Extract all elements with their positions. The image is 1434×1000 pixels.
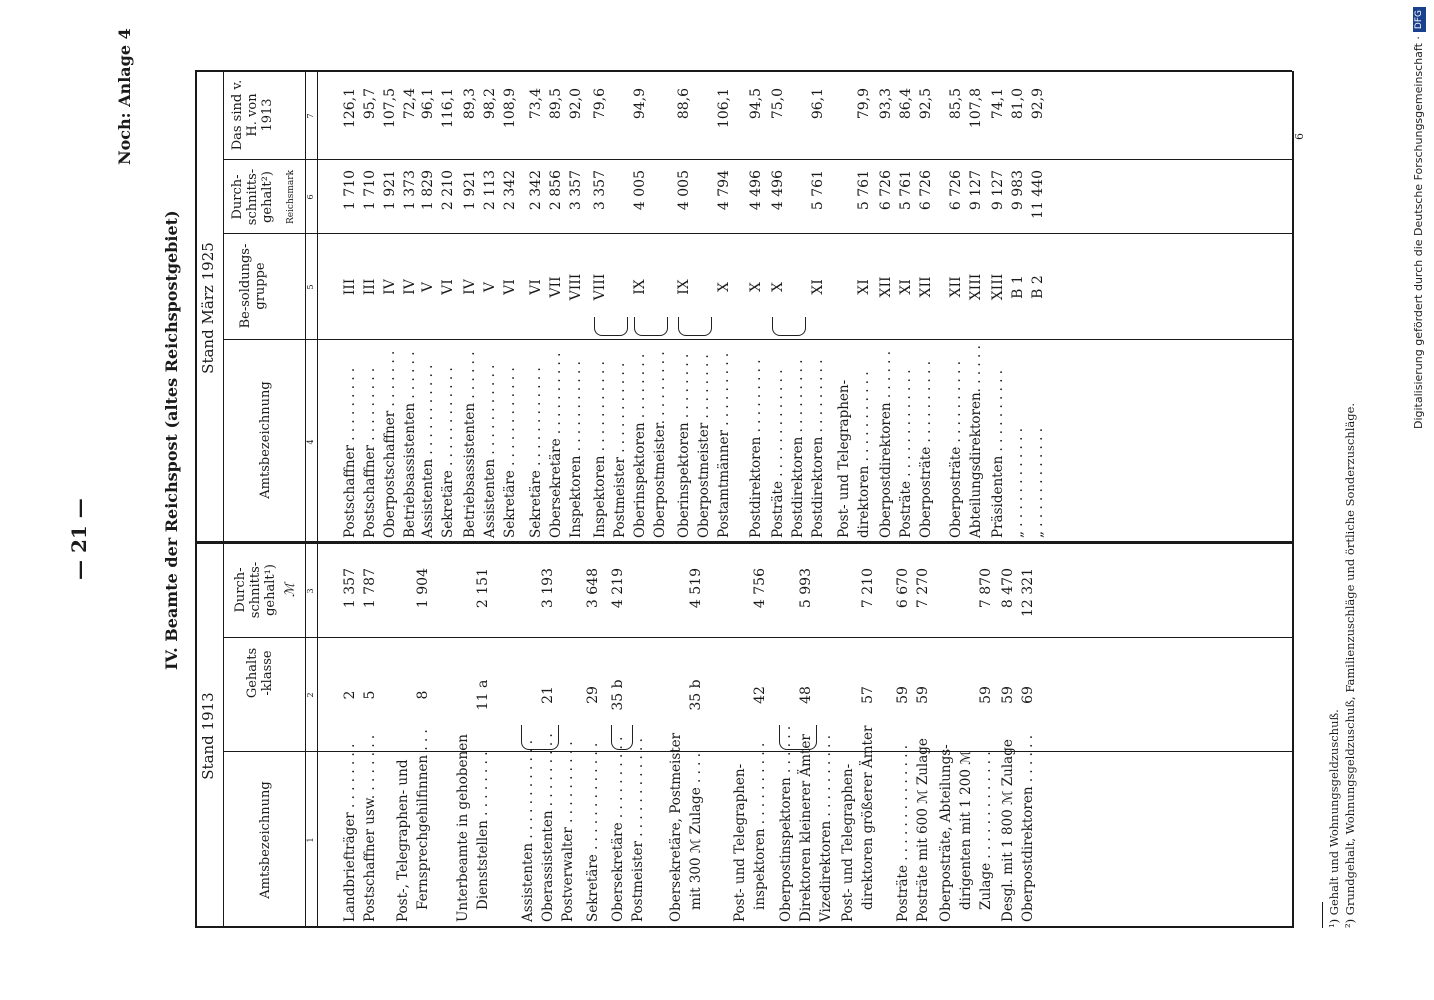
table-cell-gruppe: IX bbox=[676, 279, 692, 295]
table-row: Post- und Telegraphen- bbox=[840, 763, 856, 922]
table-cell-gruppe: IV bbox=[402, 279, 418, 295]
table-row: Direktoren kleinerer Ämter bbox=[798, 734, 814, 922]
table-row: Oberpostmeister. . . . . . . . . bbox=[652, 351, 668, 538]
table-cell-vh: 72,4 bbox=[402, 88, 418, 120]
table-cell-gehalt: 5 761 bbox=[856, 170, 872, 211]
table-row-cont: Zulage . . . . . . . . . . . . . bbox=[978, 751, 994, 910]
footnote-1: ¹) Gehalt und Wohnungsgeldzuschuß. bbox=[1327, 709, 1341, 928]
table-row: Oberposträte . . . . . . . . . . bbox=[948, 360, 964, 538]
annex-label: Noch: Anlage 4 bbox=[115, 28, 134, 165]
table-cell-gehalt: 2 113 bbox=[482, 170, 498, 211]
table-cell-gehalt: 1 904 bbox=[415, 568, 431, 609]
table-cell-vh: 93,3 bbox=[878, 88, 894, 120]
colnum-6: 6 bbox=[306, 194, 315, 200]
table-cell-vh: 92,5 bbox=[918, 88, 934, 120]
table-cell-klasse: 2 bbox=[342, 690, 358, 700]
table-cell-klasse: 59 bbox=[915, 686, 931, 704]
table-row: Postschaffner . . . . . . . . . bbox=[362, 367, 378, 538]
table-cell-gruppe: XIII bbox=[990, 273, 1006, 301]
table-top-rule bbox=[195, 71, 197, 928]
table-cell-gehalt: 7 270 bbox=[915, 568, 931, 609]
table-cell-gehalt: 5 761 bbox=[810, 170, 826, 211]
table-row: Präsidenten . . . . . . . . . . bbox=[990, 369, 1006, 538]
table-cell-vh: 92,9 bbox=[1030, 88, 1046, 120]
colnum-2: 2 bbox=[306, 692, 315, 698]
table-row: Betriebsassistenten . . . . . . bbox=[462, 351, 478, 538]
dfg-logo: DFG bbox=[1413, 7, 1426, 32]
section-title: IV. Beamte der Reichspost (altes Reichspostgebiet) bbox=[162, 210, 181, 670]
table-cell-vh: 94,5 bbox=[748, 88, 764, 120]
table-cell-vh: 107,5 bbox=[382, 88, 398, 129]
table-row: „ . . . . . . . . . . . . bbox=[1010, 428, 1026, 538]
brace bbox=[521, 725, 559, 750]
table-cell-gehalt: 1 357 bbox=[342, 568, 358, 609]
table-cell-gruppe: IV bbox=[462, 279, 478, 295]
table-row-cont: inspektoren . . . . . . . . . . bbox=[752, 742, 768, 910]
table-cell-klasse: 5 bbox=[362, 690, 378, 700]
table-cell-gruppe: XII bbox=[878, 276, 894, 298]
stand-divider bbox=[195, 541, 1292, 544]
header-c2: Gehalts-klasse bbox=[245, 647, 275, 699]
table-cell-gehalt: 4 519 bbox=[688, 568, 704, 609]
table-row: Landbriefträger . . . . . . . . bbox=[342, 743, 358, 922]
table-cell-gehalt: 1 710 bbox=[342, 170, 358, 211]
table-cell-gruppe: VII bbox=[548, 276, 564, 298]
table-cell-vh: 126,1 bbox=[342, 88, 358, 129]
table-cell-vh: 75,0 bbox=[770, 88, 786, 120]
table-cell-gehalt: 6 726 bbox=[948, 170, 964, 211]
table-cell-vh: 73,4 bbox=[528, 88, 544, 120]
table-cell-klasse: 69 bbox=[1020, 686, 1036, 704]
table-row: Sekretäre . . . . . . . . . . . . bbox=[440, 367, 456, 538]
table-row-cont: mit 300 ℳ Zulage . . . . bbox=[688, 752, 704, 910]
table-cell-klasse: 42 bbox=[752, 686, 768, 704]
table-cell-gruppe: X bbox=[748, 282, 764, 292]
table-cell-gruppe: X bbox=[716, 282, 732, 292]
table-cell-vh: 95,7 bbox=[362, 88, 378, 120]
table-row: Inspektoren . . . . . . . . . . . bbox=[592, 361, 608, 538]
table-cell-gehalt: 1 921 bbox=[382, 170, 398, 211]
table-cell-gehalt: 9 983 bbox=[1010, 170, 1026, 211]
table-cell-gruppe: VI bbox=[440, 279, 456, 295]
table-cell-gehalt: 4 219 bbox=[610, 568, 626, 609]
table-cell-gruppe: III bbox=[342, 278, 358, 296]
table-row: Postamtmänner . . . . . . . . . bbox=[716, 352, 732, 538]
table-cell-vh: 98,2 bbox=[482, 88, 498, 120]
table-cell-gehalt: 2 856 bbox=[548, 170, 564, 211]
table-cell-gruppe: V bbox=[482, 281, 498, 293]
table-row: Post- und Telegraphen- bbox=[732, 763, 748, 922]
table-cell-gehalt: 1 921 bbox=[462, 170, 478, 211]
table-cell-gruppe: XII bbox=[918, 276, 934, 298]
header-c4: Amtsbezeichnung bbox=[258, 381, 273, 499]
table-row: Oberpostmeister . . . . . . . . bbox=[696, 354, 712, 538]
table-cell-vh: 96,1 bbox=[420, 88, 436, 120]
table-cell-vh: 92,0 bbox=[568, 88, 584, 120]
table-cell-gruppe: XII bbox=[948, 276, 964, 298]
table-cell-gruppe: V bbox=[420, 281, 436, 293]
table-bottom-rule bbox=[1292, 71, 1294, 928]
table-cell-vh: 116,1 bbox=[440, 88, 456, 129]
header-c3-unit: ℳ bbox=[283, 583, 298, 597]
table-row: Assistenten . . . . . . . . . . . bbox=[420, 364, 436, 538]
table-row: Posträte . . . . . . . . . . . . . . bbox=[895, 744, 911, 922]
table-row: Assistenten . . . . . . . . . . . bbox=[482, 364, 498, 538]
table-cell-klasse: 59 bbox=[1000, 686, 1016, 704]
table-cell-vh: 106,1 bbox=[716, 88, 732, 129]
table-row: Postdirektoren . . . . . . . . . bbox=[748, 359, 764, 538]
table-cell-gruppe: VI bbox=[502, 279, 518, 295]
table-cell-gehalt: 6 726 bbox=[878, 170, 894, 211]
table-row: Postmeister . . . . . . . . . . . . bbox=[630, 738, 646, 922]
table-cell-gehalt: 2 342 bbox=[502, 170, 518, 211]
table-row: Oberposträte . . . . . . . . . . bbox=[918, 360, 934, 538]
table-row: Obersekretäre, Postmeister bbox=[668, 732, 684, 922]
colnum-5: 5 bbox=[306, 284, 315, 290]
table-cell-gruppe: VIII bbox=[568, 273, 584, 301]
table-cell-gehalt: 6 670 bbox=[895, 568, 911, 609]
table-row-cont: dirigenten mit 1 200 ℳ bbox=[958, 750, 974, 910]
table-cell-klasse: 21 bbox=[540, 686, 556, 704]
table-row: Oberpostschaffner . . . . . . . bbox=[382, 350, 398, 538]
table-cell-gehalt: 3 357 bbox=[568, 170, 584, 211]
table-row: Sekretäre . . . . . . . . . . . . bbox=[528, 367, 544, 538]
table-row: Oberpostdirektoren . . . . . . bbox=[878, 350, 894, 538]
table-cell-vh: 108,9 bbox=[502, 88, 518, 129]
colnum-4: 4 bbox=[306, 439, 315, 445]
table-row: Postschaffner . . . . . . . . . bbox=[342, 367, 358, 538]
table-row: Oberinspektoren . . . . . . . . bbox=[632, 353, 648, 538]
table-cell-klasse: 57 bbox=[860, 686, 876, 704]
table-row: Posträte . . . . . . . . . . . . . bbox=[770, 369, 786, 538]
table-row: „ . . . . . . . . . . . . bbox=[1030, 428, 1046, 538]
table-cell-vh: 85,5 bbox=[948, 88, 964, 120]
table-right-rule bbox=[195, 71, 1292, 73]
table-cell-klasse: 48 bbox=[798, 686, 814, 704]
table-cell-vh: 107,8 bbox=[968, 88, 984, 129]
stand-1925-heading: Stand März 1925 bbox=[199, 242, 217, 374]
table-cell-gehalt: 1 787 bbox=[362, 568, 378, 609]
table-cell-gehalt: 4 794 bbox=[716, 170, 732, 211]
table-cell-gehalt: 4 005 bbox=[676, 170, 692, 211]
table-row: Obersekretäre . . . . . . . . . . bbox=[610, 736, 626, 922]
table-cell-vh: 79,6 bbox=[592, 88, 608, 120]
table-cell-gruppe: B 1 bbox=[1010, 275, 1026, 299]
header-c7: Das sind v. H. von 1913 bbox=[230, 79, 275, 151]
table-cell-gruppe: IX bbox=[632, 279, 648, 295]
dfg-credit-strip bbox=[1408, 8, 1430, 993]
table-cell-gruppe: VIII bbox=[592, 273, 608, 301]
table-row: Postdirektoren . . . . . . . . . bbox=[810, 359, 826, 538]
table-cell-vh: 89,5 bbox=[548, 88, 564, 120]
table-cell-klasse: 59 bbox=[978, 686, 994, 704]
header-c5: Be-soldungs-gruppe bbox=[238, 243, 268, 329]
table-cell-klasse: 59 bbox=[895, 686, 911, 704]
table-cell-gehalt: 4 496 bbox=[770, 170, 786, 211]
table-row: Desgl. mit 1 800 ℳ Zulage bbox=[1000, 739, 1016, 922]
table-row: Oberpostinspektoren . . . . . . bbox=[778, 725, 794, 922]
table-cell-klasse: 8 bbox=[415, 690, 431, 700]
table-cell-gehalt: 2 342 bbox=[528, 170, 544, 211]
table-left-rule bbox=[195, 927, 1292, 929]
table-cell-vh: 88,6 bbox=[676, 88, 692, 120]
table-row: Inspektoren . . . . . . . . . . . bbox=[568, 361, 584, 538]
table-cell-gehalt: 8 470 bbox=[1000, 568, 1016, 609]
table-row: Posträte mit 600 ℳ Zulage bbox=[915, 738, 931, 922]
table-row: Oberassistenten . . . . . . . . . bbox=[540, 733, 556, 922]
colnum-1: 1 bbox=[306, 837, 315, 843]
table-cell-gehalt: 9 127 bbox=[990, 170, 1006, 211]
table-row: Postverwalter . . . . . . . . . . bbox=[560, 741, 576, 922]
table-row: Post-, Telegraphen- und bbox=[395, 759, 411, 922]
stand-rule bbox=[223, 71, 224, 928]
table-row: Sekretäre . . . . . . . . . . . . bbox=[502, 367, 518, 538]
header-c6: Durch-schnitts-gehalt²) bbox=[230, 168, 275, 226]
header-c1: Amtsbezeichnung bbox=[258, 781, 273, 899]
table-cell-gehalt: 1 373 bbox=[402, 170, 418, 211]
header-rule-2 bbox=[317, 71, 318, 928]
table-cell-gruppe: IV bbox=[382, 279, 398, 295]
page-number: — 21 — bbox=[67, 498, 91, 580]
table-cell-gruppe: B 2 bbox=[1030, 275, 1046, 299]
table-cell-vh: 89,3 bbox=[462, 88, 478, 120]
table-cell-gehalt: 11 440 bbox=[1030, 170, 1046, 219]
table-cell-gehalt: 4 496 bbox=[748, 170, 764, 211]
table-row: Betriebsassistenten . . . . . . bbox=[402, 351, 418, 538]
brace bbox=[779, 725, 817, 750]
header-c3: Durch-schnitts-gehalt¹) bbox=[233, 561, 278, 619]
stand-1913-heading: Stand 1913 bbox=[199, 692, 217, 780]
header-c6-unit: Reichsmark bbox=[286, 169, 296, 225]
colnum-7: 7 bbox=[306, 113, 315, 119]
table-row: direktoren . . . . . . . . . . . bbox=[856, 371, 872, 538]
table-cell-vh: 74,1 bbox=[990, 88, 1006, 120]
table-row: Posträte . . . . . . . . . . . . . bbox=[898, 369, 914, 538]
table-cell-vh: 96,1 bbox=[810, 88, 826, 120]
table-row: Assistenten . . . . . . . . . . . . bbox=[520, 739, 536, 922]
table-cell-vh: 94,9 bbox=[632, 88, 648, 120]
footnote-rule bbox=[1322, 902, 1323, 928]
table-cell-gehalt: 6 726 bbox=[918, 170, 934, 211]
table-row: Postdirektoren . . . . . . . . . bbox=[790, 359, 806, 538]
table-row: Unterbeamte in gehobenen bbox=[455, 734, 471, 922]
table-cell-gruppe: XI bbox=[856, 279, 872, 295]
footnote-2: ²) Grundgehalt, Wohnungsgeldzuschuß, Familienzuschläge und örtliche Sonderzuschläge. bbox=[1343, 402, 1357, 928]
table-cell-gehalt: 4 005 bbox=[632, 170, 648, 211]
dfg-credit-text: Digitalisierung gefördert durch die Deutsche Forschungsgemeinschaft · bbox=[1412, 36, 1425, 430]
table-row: Oberpostdirektoren . . . . . . bbox=[1020, 734, 1036, 922]
table-cell-gehalt: 4 756 bbox=[752, 568, 768, 609]
table-row: Oberinspektoren . . . . . . . . bbox=[676, 353, 692, 538]
table-cell-gehalt: 3 193 bbox=[540, 568, 556, 609]
table-cell-gehalt: 12 321 bbox=[1020, 568, 1036, 617]
brace bbox=[594, 317, 628, 336]
table-row: Oberposträte, Abteilungs- bbox=[938, 744, 954, 922]
table-cell-gruppe: XI bbox=[898, 279, 914, 295]
table-row: Postschaffner usw. . . . . . . . bbox=[362, 734, 378, 922]
table-cell-gehalt: 3 648 bbox=[585, 568, 601, 609]
table-cell-gruppe: III bbox=[362, 278, 378, 296]
table-cell-klasse: 29 bbox=[585, 686, 601, 704]
table-cell-vh: 79,9 bbox=[856, 88, 872, 120]
table-cell-gruppe: XI bbox=[810, 279, 826, 295]
table-cell-gehalt: 5 761 bbox=[898, 170, 914, 211]
table-row: Sekretäre . . . . . . . . . . . . . bbox=[585, 742, 601, 922]
table-cell-gehalt: 1 829 bbox=[420, 170, 436, 211]
table-row-cont: Fernsprechgehilfinnen . . . bbox=[415, 729, 431, 910]
table-row-cont: direktoren größerer Ämter bbox=[860, 725, 876, 910]
table-cell-gehalt: 5 993 bbox=[798, 568, 814, 609]
table-cell-vh: 81,0 bbox=[1010, 88, 1026, 120]
table-cell-gehalt: 1 710 bbox=[362, 170, 378, 211]
table-cell-gruppe: XIII bbox=[968, 273, 984, 301]
table-cell-gehalt: 3 357 bbox=[592, 170, 608, 211]
colnum-3: 3 bbox=[306, 588, 315, 594]
table-row: Postmeister . . . . . . . . . . . bbox=[612, 362, 628, 538]
table-cell-gehalt: 2 210 bbox=[440, 170, 456, 211]
table-cell-vh: 86,4 bbox=[898, 88, 914, 120]
brace bbox=[611, 725, 633, 750]
table-cell-klasse: 35 b bbox=[688, 679, 704, 711]
table-cell-klasse: 35 b bbox=[610, 679, 626, 711]
table-row: Post- und Telegraphen- bbox=[836, 379, 852, 538]
table-row: Abteilungsdirektoren. . . . . . bbox=[968, 345, 984, 538]
brace bbox=[772, 317, 806, 336]
table-cell-klasse: 11 a bbox=[475, 679, 491, 711]
table-cell-gehalt: 7 870 bbox=[978, 568, 994, 609]
table-cell-gehalt: 7 210 bbox=[860, 568, 876, 609]
table-cell-gruppe: X bbox=[770, 282, 786, 292]
table-cell-gehalt: 2 151 bbox=[475, 568, 491, 609]
sheet-mark: 6 bbox=[1293, 133, 1306, 140]
brace bbox=[634, 317, 668, 336]
brace bbox=[678, 317, 712, 336]
table-row: Vizedirektoren . . . . . . . . . . bbox=[818, 734, 834, 922]
table-cell-gruppe: VI bbox=[528, 279, 544, 295]
table-row-cont: Dienststellen . . . . . . . . bbox=[475, 751, 491, 910]
table-cell-gehalt: 9 127 bbox=[968, 170, 984, 211]
table-row: Obersekretäre . . . . . . . . . . bbox=[548, 352, 564, 538]
